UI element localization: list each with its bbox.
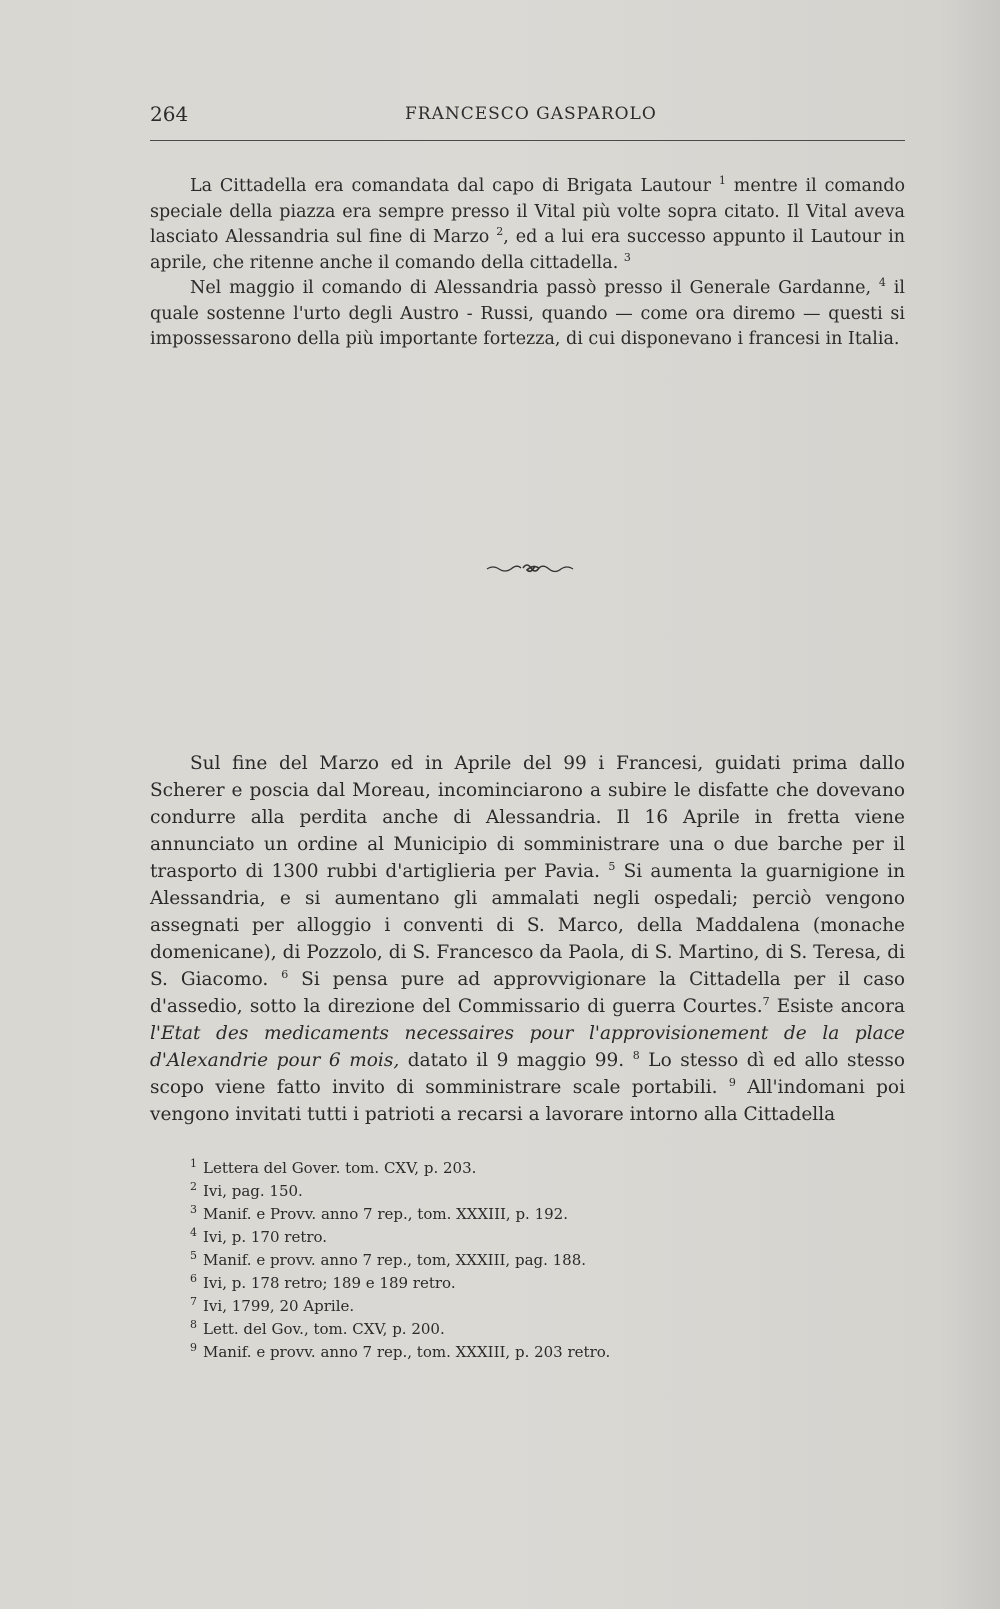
footnote-text: Manif. e provv. anno 7 rep., tom, XXXIII, pag. 188.	[203, 1251, 587, 1269]
footnote-number: 7	[190, 1295, 197, 1308]
footnote-text: Ivi, p. 178 retro; 189 e 189 retro.	[203, 1274, 456, 1292]
footnotes	[190, 1157, 750, 1364]
footnote-ref-5: 5	[608, 859, 616, 873]
footnote	[190, 1249, 750, 1272]
footnote-number: 9	[190, 1341, 197, 1354]
p3-text-4: Esiste ancora	[769, 996, 905, 1017]
footnote	[190, 1180, 750, 1203]
p3-text-5: datato il 9 maggio 99.	[399, 1050, 633, 1071]
footnote-text: Ivi, 1799, 20 Aprile.	[203, 1297, 355, 1315]
footnote-ref-1: 1	[718, 174, 726, 188]
footnote	[190, 1318, 750, 1341]
footnote-ref-9: 9	[728, 1075, 736, 1089]
paragraph-2	[150, 276, 905, 353]
footnote-ref-4: 4	[878, 276, 886, 290]
p3-italic-title: l'Etat des medicaments necessaires pour l'approvisionement de la place d'Alexandrie pour 6 mois,	[150, 1023, 905, 1071]
footnote	[190, 1157, 750, 1180]
footnote-ref-8: 8	[632, 1048, 640, 1062]
footnote-ref-2: 2	[496, 225, 504, 239]
footnote	[190, 1295, 750, 1318]
footnote-text: Lett. del Gov., tom. CXV, p. 200.	[203, 1320, 445, 1338]
footnote-number: 6	[190, 1272, 197, 1285]
p3-text-2: Si aumenta la guarnigione in Alessandria, e si aumentano gli ammalati negli ospedali; perciò vengono assegnati per alloggio i conventi di S. Marco, della Maddalena (monache domenicane), di Pozzolo, di S. Francesco da Paola, di S. Martino, di S. Teresa, di S. Giacomo.	[150, 861, 905, 990]
footnote	[190, 1272, 750, 1295]
p3-text-7: All'indomani poi vengono invitati tutti i patrioti a recarsi a lavorare intorno alla Cittadella	[150, 1077, 905, 1125]
footnote-number: 1	[190, 1157, 197, 1170]
page-edge-shadow	[940, 0, 1000, 1609]
header-rule	[150, 140, 905, 141]
footnote	[190, 1341, 750, 1364]
footnote-text: Ivi, p. 170 retro.	[203, 1228, 328, 1246]
p3-text-3: Si pensa pure ad approvvigionare la Cittadella per il caso d'assedio, sotto la direzione del Commissario di guerra Courtes.	[150, 969, 905, 1017]
footnote-text: Manif. e provv. anno 7 rep., tom. XXXIII, p. 203 retro.	[203, 1343, 611, 1361]
footnote	[190, 1226, 750, 1249]
p2-text-1: Nel maggio il comando di Alessandria passò presso il Generale Gardanne,	[190, 278, 879, 298]
ornament-flourish-icon	[485, 560, 575, 576]
page-number: 264	[150, 102, 189, 126]
footnote	[190, 1203, 750, 1226]
footnote-number: 3	[190, 1203, 197, 1216]
p3-text-6: Lo stesso dì ed allo stesso scopo viene fatto invito di somministrare scale portabili.	[150, 1050, 905, 1098]
page-header	[150, 100, 905, 130]
p1-text-3: , ed a lui era successo appunto il Lautour in aprile, che ritenne anche il comando della cittadella.	[150, 227, 905, 273]
p1-text-2: mentre il comando speciale della piazza era sempre presso il Vital più volte sopra citato. Il Vital aveva lasciato Alessandria sul fine di Marzo	[150, 176, 905, 247]
footnote-number: 4	[190, 1226, 197, 1239]
running-head: FRANCESCO GASPAROLO	[405, 104, 657, 124]
footnote-number: 5	[190, 1249, 197, 1262]
paragraph-1	[150, 174, 905, 276]
paragraph-3	[150, 750, 905, 1128]
footnote-number: 8	[190, 1318, 197, 1331]
section-ornament	[480, 560, 580, 580]
p3-text-1: Sul fine del Marzo ed in Aprile del 99 i Francesi, guidati prima dallo Scherer e poscia dal Moreau, incominciarono a subire le disfatte che dovevano condurre alla perdita anche di Alessandria. Il 16 Aprile in fretta viene annunciato un ordine al Municipio di somministrare una o due barche per il trasporto di 1300 rubbi d'artiglieria per Pavia.	[150, 753, 905, 882]
footnote-ref-7: 7	[762, 994, 770, 1008]
footnote-number: 2	[190, 1180, 197, 1193]
footnote-text: Lettera del Gover. tom. CXV, p. 203.	[203, 1159, 477, 1177]
footnote-ref-6: 6	[281, 967, 289, 981]
p2-text-2: il quale sostenne l'urto degli Austro - Russi, quando — come ora diremo — questi si impossessarono della più importante fortezza, di cui disponevano i francesi in Italia.	[150, 278, 905, 349]
footnote-text: Manif. e Provv. anno 7 rep., tom. XXXIII, p. 192.	[203, 1205, 568, 1223]
footnote-ref-3: 3	[623, 250, 631, 264]
p1-text-1: La Cittadella era comandata dal capo di Brigata Lautour	[190, 176, 719, 196]
footnote-text: Ivi, pag. 150.	[203, 1182, 303, 1200]
